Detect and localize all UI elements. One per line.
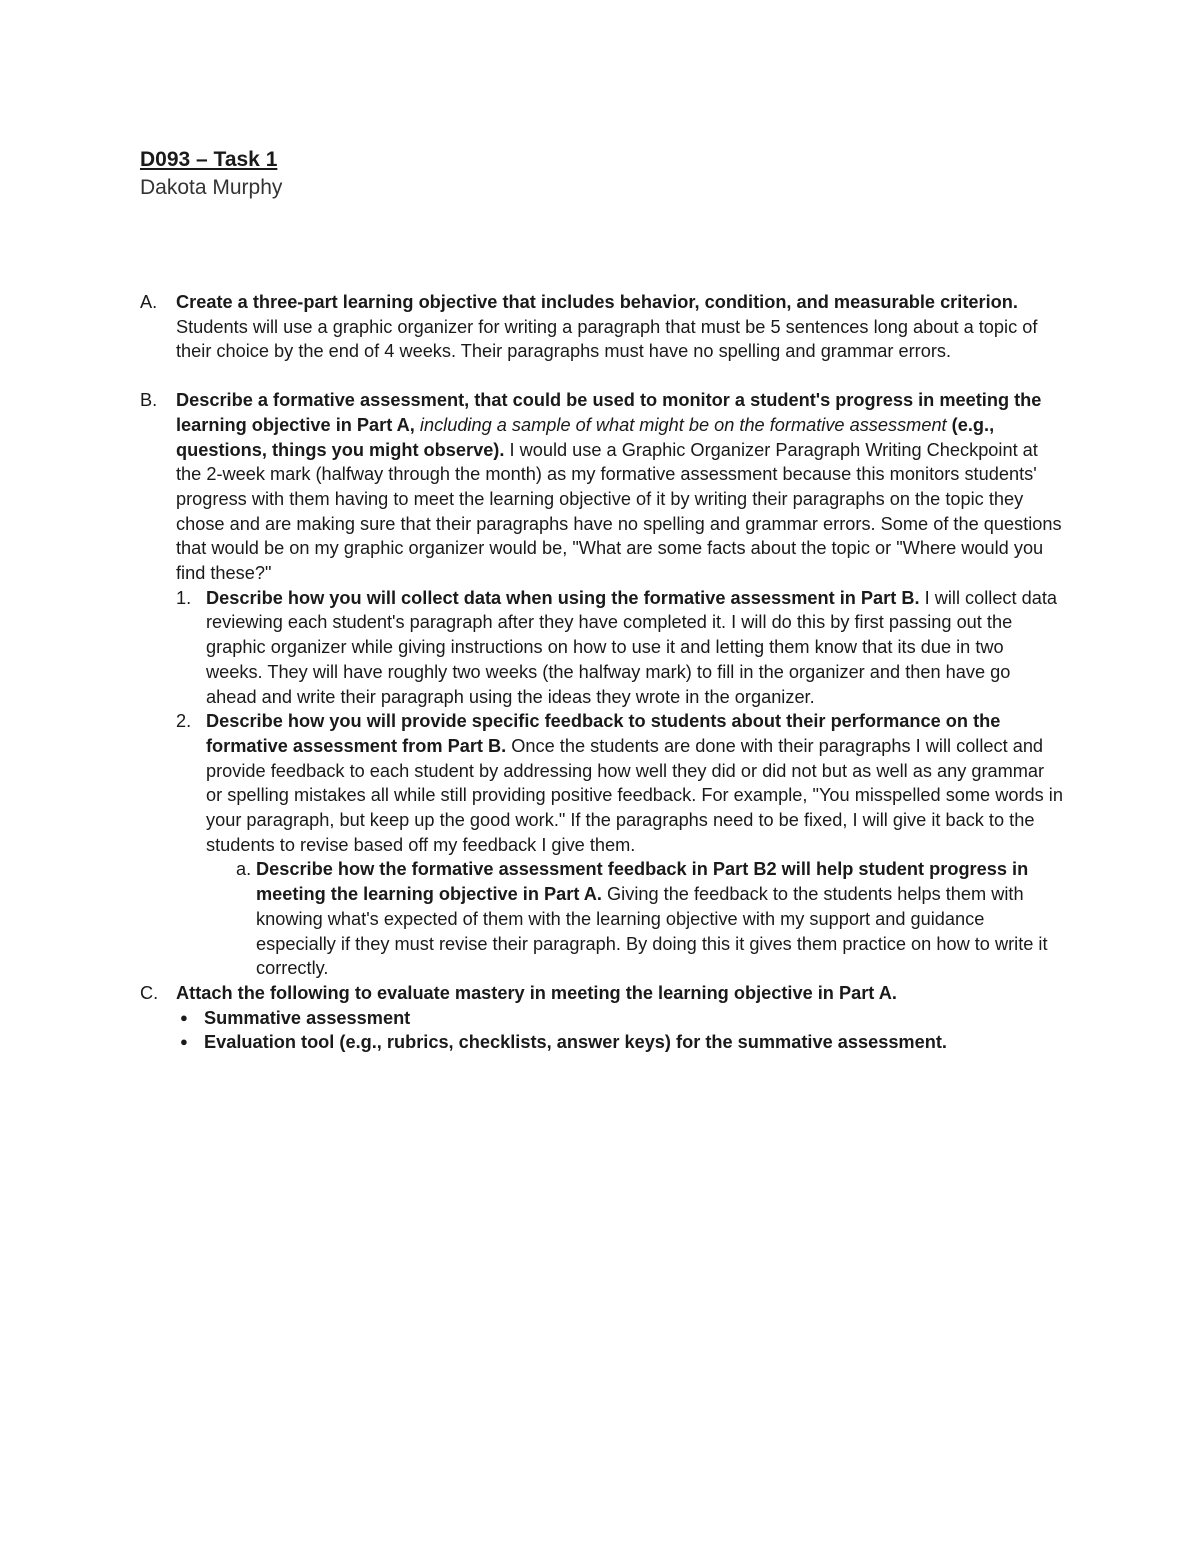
- section-b2a-answer: Giving the feedback to the students helps them with knowing what's expected of them with the learning objective with my support and guidance especially if they must revise their paragraph. By doing this it gives them practice on how to write it correctly.: [256, 884, 1048, 979]
- bullet-item: [176, 1030, 1065, 1055]
- section-b-prompt: Describe a formative assessment, that could be used to monitor a student's progress in meeting the learning objective in Part A,: [176, 390, 1042, 435]
- section-b-answer: I would use a Graphic Organizer Paragraph Writing Checkpoint at the 2-week mark (halfway through the month) as my formative assessment because this monitors students' progress with them having to meet the learning objective of it by writing their paragraphs on the topic they chose and are making sure that their paragraphs have no spelling and grammar errors. Some of the questions that would be on my graphic organizer would be, "What are some facts about the topic or "Where would you find these?": [176, 439, 1062, 584]
- author-name: Dakota Murphy: [140, 176, 283, 199]
- section-b: [140, 388, 1065, 981]
- section-b2a-marker: a.: [236, 859, 252, 880]
- section-b2: [176, 709, 1065, 981]
- bullet-icon: ●: [180, 1009, 188, 1025]
- section-b-prompt-italic: including a sample of what might be on the formative assessment: [414, 414, 947, 435]
- section-b-marker: B.: [140, 390, 158, 411]
- section-b-prompt-example: (e.g., questions, things you might observe).: [176, 414, 995, 460]
- section-a-prompt: Create a three-part learning objective that includes behavior, condition, and measurable criterion.: [176, 292, 1018, 312]
- section-b2-answer: Once the students are done with their paragraphs I will collect and provide feedback to each student by addressing how well they did or did not but as well as any grammar or spelling mistakes all while still providing positive feedback. For example, "You misspelled some words in your paragraph, but keep up the good work." If the paragraphs need to be fixed, I will give it back to the students to revise based off my feedback I give them.: [206, 735, 1063, 855]
- section-b1-marker: 1.: [176, 587, 192, 608]
- section-a: [140, 290, 1065, 364]
- bullet-text: Summative assessment: [204, 1007, 411, 1028]
- section-c: [140, 981, 1065, 1055]
- section-b2-prompt: Describe how you will provide specific feedback to students about their performance on the formative assessment from Part B.: [206, 711, 1001, 756]
- section-a-answer: Students will use a graphic organizer for writing a paragraph that must be 5 sentences long about a topic of their choice by the end of 4 weeks. Their paragraphs must have no spelling and grammar errors.: [176, 316, 1038, 362]
- bullet-item: [176, 1006, 1065, 1031]
- section-a-marker: A.: [140, 292, 158, 312]
- bullet-icon: ●: [180, 1034, 188, 1050]
- document-page: [140, 140, 1065, 1055]
- document-title: D093 – Task 1: [140, 148, 278, 171]
- section-b1: [176, 586, 1065, 710]
- section-b2-marker: 2.: [176, 711, 192, 732]
- section-c-marker: C.: [140, 982, 159, 1003]
- section-b1-prompt: Describe how you will collect data when using the formative assessment in Part B.: [206, 587, 920, 608]
- section-b2a: [236, 857, 1065, 981]
- bullet-text: Evaluation tool (e.g., rubrics, checklists, answer keys) for the summative assessment.: [204, 1032, 947, 1053]
- section-c-prompt: Attach the following to evaluate mastery in meeting the learning objective in Part A.: [176, 982, 897, 1003]
- section-b2a-prompt: Describe how the formative assessment feedback in Part B2 will help student progress in meeting the learning objective in Part A.: [256, 859, 1029, 905]
- section-b1-answer: I will collect data reviewing each student's paragraph after they have completed it. I will do this by first passing out the graphic organizer while giving instructions on how to use it and letting them know that its due in two weeks. They will have roughly two weeks (the halfway mark) to fill in the organizer and then have go ahead and write their paragraph using the ideas they wrote in the organizer.: [206, 587, 1058, 707]
